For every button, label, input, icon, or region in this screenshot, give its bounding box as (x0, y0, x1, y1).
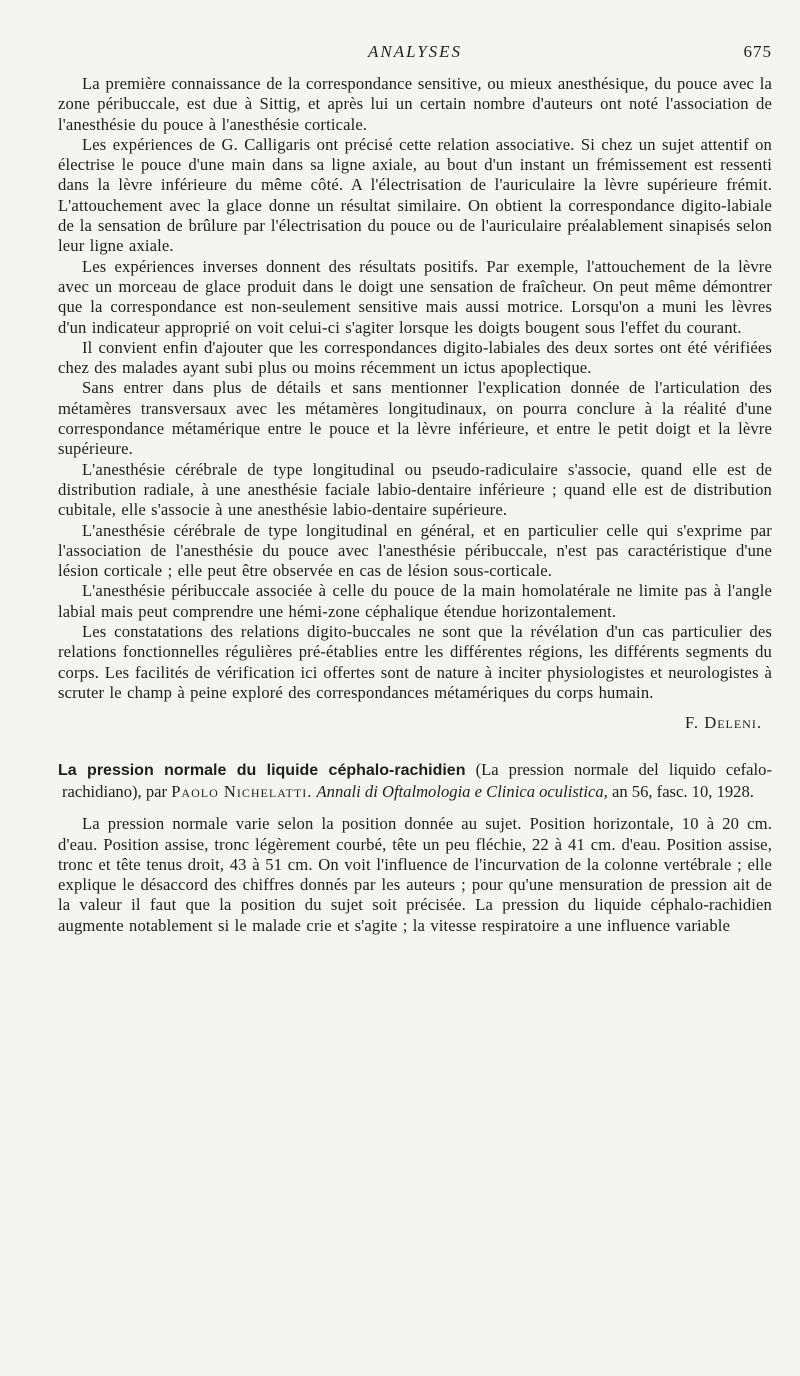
paragraph: L'anesthésie cérébrale de type longitudinal ou pseudo-radiculaire s'associe, quand elle est de distribution radiale, à une anesthésie faciale labio-dentaire inférieure ; quand elle est de distribution cubitale, elle s'associe à une anesthésie labio-dentaire supérieure. (58, 459, 772, 520)
running-header (58, 38, 772, 66)
paragraph: Il convient enfin d'ajouter que les correspondances digito-labiales des deux sortes ont été vérifiées chez des malades ayant subi plus ou moins récemment un ictus apoplectique. (58, 337, 772, 378)
article-title: La pression normale du liquide céphalo-rachidien (58, 762, 466, 780)
article-journal: Annali di Oftalmologia e Clinica oculistica, (316, 782, 608, 802)
running-title: ANALYSES (367, 42, 463, 61)
paragraph: L'anesthésie cérébrale de type longitudinal en général, et en particulier celle qui s'exprime par l'association de l'anesthésie du pouce avec l'anesthésie péribuccale, n'est pas caractéristique d'une lésion corticale ; elle peut être observée en cas de lésion sous-corticale. (58, 520, 772, 581)
paragraph: La première connaissance de la correspondance sensitive, ou mieux anesthésique, du pouce avec la zone péribuccale, est due à Sittig, et après lui un certain nombre d'auteurs ont noté l'association de l'anesthésie du pouce à l'anesthésie corticale. (58, 74, 772, 134)
article-digito-labial (58, 74, 772, 733)
page-number: 675 (743, 42, 772, 61)
paragraph: Les expériences inverses donnent des résultats positifs. Par exemple, l'attouchement de la lèvre avec un morceau de glace produit dans le doigt une sensation de fraîcheur. On peut même démontrer que la correspondance est non-seulement sensitive mais aussi motrice. Lorsqu'on a muni les lèvres d'un indicateur approprié on voit celui-ci s'agiter lorsque les doigts bougent sous l'effet du courant. (58, 256, 772, 337)
author-signature: F. Deleni. (685, 713, 762, 733)
article-heading (58, 759, 772, 802)
article-pression-liquide (58, 759, 772, 936)
article-citation: an 56, fasc. 10, 1928. (611, 782, 754, 802)
paragraph: La pression normale varie selon la position donnée au sujet. Position horizontale, 10 à 20 cm. d'eau. Position assise, tronc légèrement courbé, tête un peu fléchie, 22 à 41 cm. d'eau. Position assise, tronc et tête tenus droit, 43 à 51 cm. On voit l'influence de l'incurvation de la colonne vertébrale ; elle explique le désaccord des chiffres donnés par les auteurs ; pour qu'une mensuration de pression ait de la valeur il faut que la position du sujet soit précisée. La pression du liquide céphalo-rachidien augmente notablement si le malade crie et s'agite ; la vitesse respiratoire a une influence variable (58, 814, 772, 935)
paragraph: Les expériences de G. Calligaris ont précisé cette relation associative. Si chez un sujet attentif on électrise le pouce d'une main dans sa ligne axiale, au bout d'un instant un frémissement est ressenti dans la lèvre inférieure du même côté. A l'électrisation de l'auriculaire la lèvre supérieure frémit. L'attouchement avec la glace donne un résultat similaire. On obtient la correspondance digito-labiale de la sensation de brûlure par l'électrisation du pouce ou de l'auriculaire préalablement sinapisés selon leur ligne axiale. (58, 134, 772, 256)
article-author: Paolo Nichelatti. (171, 782, 313, 802)
article-subtitle: (La pression normale del liquido cefalo-rachidiano), par (62, 760, 772, 802)
paragraph: L'anesthésie péribuccale associée à celle du pouce de la main homolatérale ne limite pas à l'angle labial mais peut comprendre une hémi-zone céphalique étendue horizontalement. (58, 581, 772, 621)
paragraph: Les constatations des relations digito-buccales ne sont que la révélation d'un cas particulier des relations fonctionnelles régulières pré-établies entre les différentes régions, les différents segments du corps. Les facilités de vérification ici offertes sont de nature à inciter physiologistes et neurologistes à scruter le champ à peine exploré des correspondances métamériques du corps humain. (58, 622, 772, 702)
paragraph: Sans entrer dans plus de détails et sans mentionner l'explication donnée de l'articulation des métamères transversaux avec les métamères longitudinaux, on pourra conclure à la réalité d'une correspondance métamérique entre le pouce et la lèvre inférieure, et entre le petit doigt et la lèvre supérieure. (58, 378, 772, 459)
